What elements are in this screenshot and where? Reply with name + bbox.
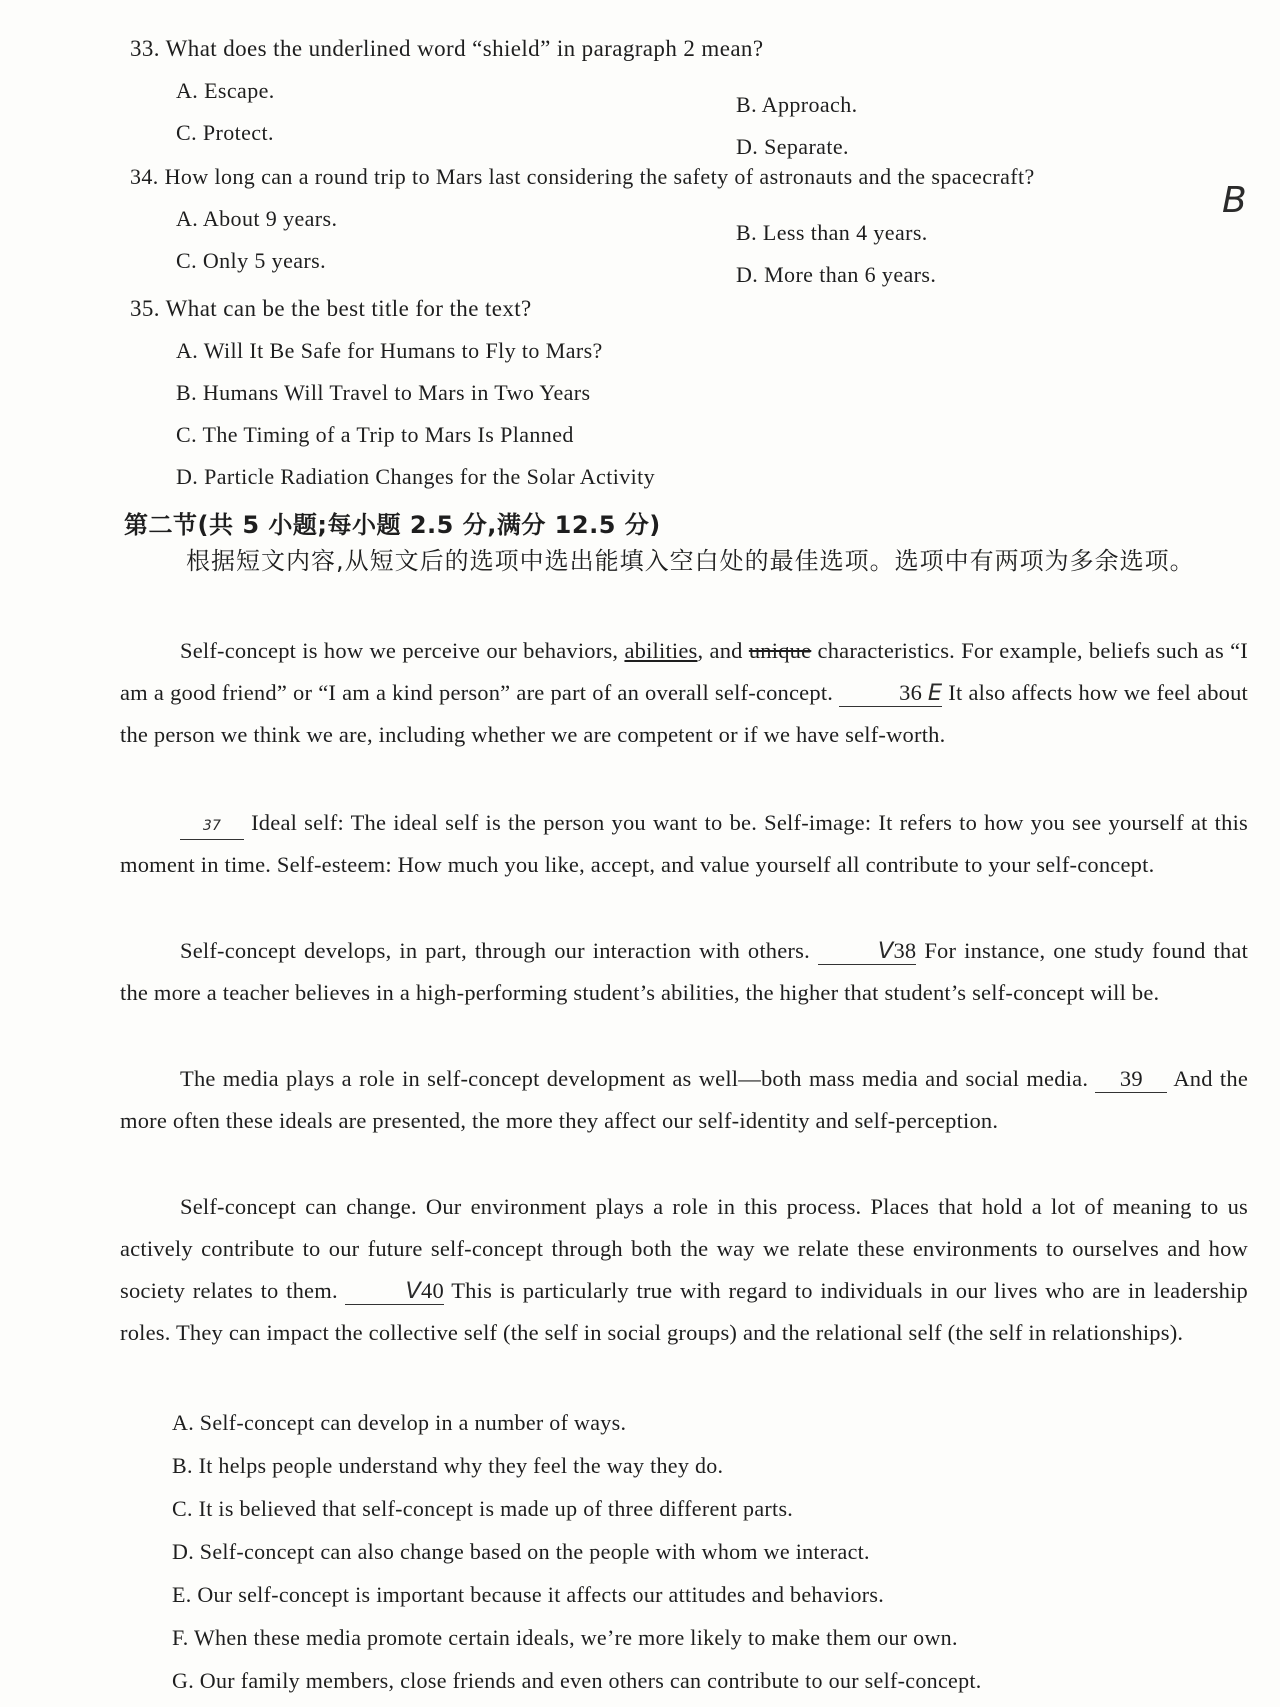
handwritten-check-40: V <box>405 1278 422 1304</box>
option-e: E. Our self-concept is important because it affects our attitudes and behaviors. <box>172 1582 885 1607</box>
question-33-stem: 33. What does the underlined word “shield” in paragraph 2 mean? <box>130 36 764 61</box>
q34-option-b: B. Less than 4 years. <box>736 220 928 245</box>
passage-paragraph-5: Self-concept can change. Our environment plays a role in this process. Places that hold a lot of meaning to us actively contribute to our future self-concept through both the way we relate these environments to ourselves and how society relates to them. V40 This is particularly true with regard to individuals in our lives who are in leadership roles. They can impact the collective self (the self in social groups) and the relational self (the self in relationships). <box>120 1194 1249 1345</box>
q35-option-c: C. The Timing of a Trip to Mars Is Planned <box>176 422 574 447</box>
question-34-stem: 34. How long can a round trip to Mars last considering the safety of astronauts and the spacecraft? <box>130 164 1035 189</box>
blank-39[interactable]: 39 <box>1095 1066 1167 1093</box>
q33-option-c: C. Protect. <box>176 120 274 145</box>
passage-paragraph-1: Self-concept is how we perceive our behaviors, abilities, and unique characteristics. For example, beliefs such as “I am a good friend” or “I am a kind person” are part of an overall self-concept. 36 E It also affects how we feel about the person we think we are, including whether we are competent or if we have self-worth. <box>120 638 1249 747</box>
passage-paragraph-4: The media plays a role in self-concept development as well—both mass media and social media. 39 And the more often these ideals are presented, the more they affect our self-identity and self-perception. <box>120 1066 1249 1133</box>
section-title: 第二节(共 5 小题;每小题 2.5 分,满分 12.5 分) <box>124 511 661 539</box>
q33-option-a: A. Escape. <box>176 78 275 103</box>
circled-word-abilities: abilities <box>624 638 698 663</box>
handwritten-answer-36: E <box>927 680 943 706</box>
passage-paragraph-2: 37 Ideal self: The ideal self is the person you want to be. Self-image: It refers to how you see yourself at this moment in time. Self-esteem: How much you like, accept, and value yourself all contribute to your self-concept. <box>120 810 1248 877</box>
blank-40[interactable]: V40 <box>345 1278 444 1305</box>
blank-36[interactable]: 36 E <box>839 680 942 707</box>
q35-option-d: D. Particle Radiation Changes for the Solar Activity <box>176 464 656 489</box>
q35-option-b: B. Humans Will Travel to Mars in Two Years <box>176 380 591 405</box>
q33-option-d: D. Separate. <box>736 134 849 159</box>
option-d: D. Self-concept can also change based on the people with whom we interact. <box>172 1539 870 1564</box>
handwritten-answer-mark: B <box>1222 180 1247 221</box>
q34-option-c: C. Only 5 years. <box>176 248 326 273</box>
option-f: F. When these media promote certain ideals, we’re more likely to make them our own. <box>172 1625 958 1650</box>
passage-paragraph-3: Self-concept develops, in part, through our interaction with others. V38 For instance, one study found that the more a teacher believes in a high-performing student’s abilities, the higher that student’s self-concept will be. <box>120 938 1249 1005</box>
question-35-stem: 35. What can be the best title for the text? <box>130 296 532 321</box>
q33-option-b: B. Approach. <box>736 92 858 117</box>
q34-option-a: A. About 9 years. <box>176 206 338 231</box>
q35-option-a: A. Will It Be Safe for Humans to Fly to Mars? <box>176 338 603 363</box>
struck-word-unique: unique <box>748 638 812 663</box>
blank-37[interactable]: 37 <box>180 810 244 840</box>
handwritten-check-38: V <box>877 938 894 964</box>
option-b: B. It helps people understand why they feel the way they do. <box>172 1453 724 1478</box>
section-instruction: 根据短文内容,从短文后的选项中选出能填入空白处的最佳选项。选项中有两项为多余选项。 <box>186 547 1195 575</box>
q34-option-d: D. More than 6 years. <box>736 262 937 287</box>
option-a: A. Self-concept can develop in a number of ways. <box>172 1410 627 1435</box>
option-c: C. It is believed that self-concept is made up of three different parts. <box>172 1496 794 1521</box>
option-g: G. Our family members, close friends and even others can contribute to our self-concept. <box>172 1668 982 1693</box>
blank-38[interactable]: V38 <box>818 938 917 965</box>
